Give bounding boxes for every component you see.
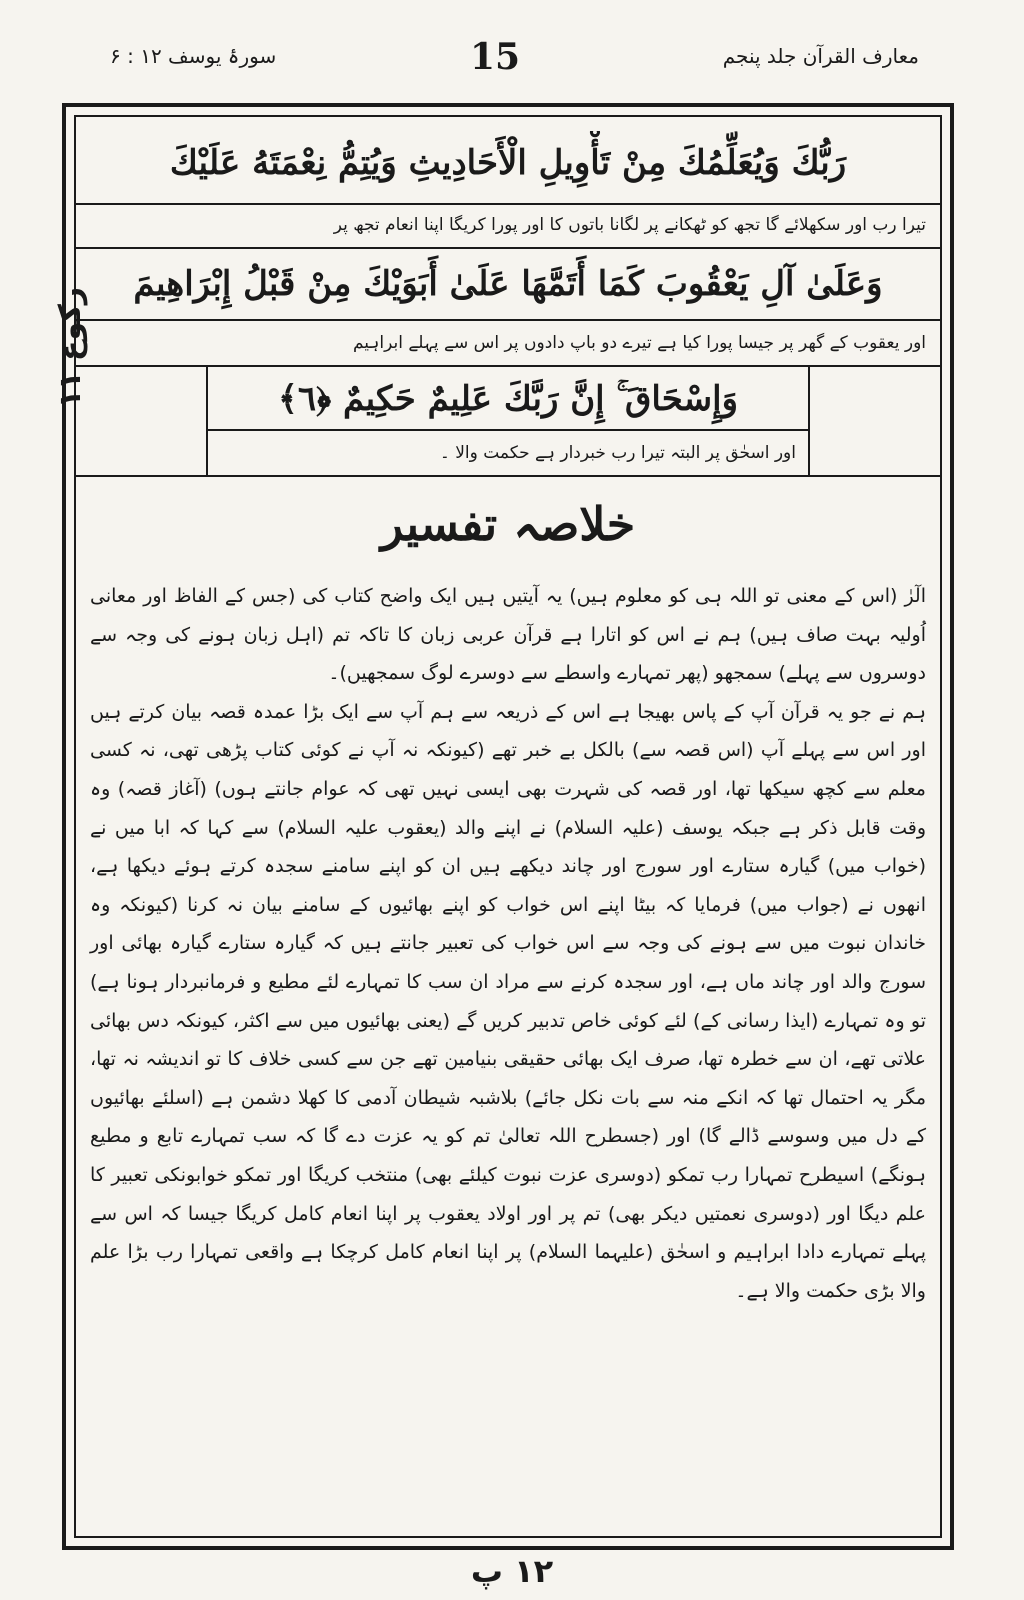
surah-reference: سورۂ یوسف ۱۲ : ۶ [110, 44, 277, 68]
page-frame [62, 103, 954, 1550]
divider [76, 475, 940, 477]
arabic-verse-line-2: وَعَلَىٰ آلِ يَعْقُوبَ كَمَا أَتَمَّهَا عَلَىٰ أَبَوَيْكَ مِنْ قَبْلُ إِبْرَاهِيمَ [133, 264, 883, 304]
footer-mark: ۱۲ پ [470, 1552, 554, 1590]
book-title: معارف القرآن جلد پنجم [722, 44, 919, 68]
arabic-verse-line-3: وَإِسْحَاقَ ۚ إِنَّ رَبَّكَ عَلِيمٌ حَكِيمٌ ﴿٦﴾ [277, 379, 739, 419]
page-number: 15 [470, 36, 521, 78]
section-heading: خلاصہ تفسیر [380, 497, 636, 551]
commentary-body [90, 577, 926, 1310]
commentary-paragraph: ہم نے جو یہ قرآن آپ کے پاس بھیجا ہے اس کے ذریعہ سے ہم آپ سے ایک بڑا عمدہ قصہ بیان کرتے ہیں اور اس سے پہلے آپ (اس قصہ سے) بالکل بے خبر تھے (کیونکہ نہ آپ نے کوئی کتاب پڑھی تھی، نہ کسی معلم سے کچھ سیکھا تھا، اور قصہ کی شہرت بھی ایسی نہیں تھی کہ عوام جانتے ہوں) (آغاز قصہ) وہ وقت قابل ذکر ہے جبکہ یوسف (علیہ السلام) نے اپنے والد (یعقوب علیہ السلام) سے کہا کہ ابا میں نے (خواب میں) گیارہ ستارے اور سورج اور چاند دیکھے ہیں ان کو اپنے سامنے سجدہ کرتے ہوئے دیکھا ہے، انھوں نے (جواب میں) فرمایا کہ بیٹا اپنے اس خواب کو اپنے بھائیوں کے سامنے بیان نہ کرنا (کیونکہ وہ خاندان نبوت میں سے ہونے کی وجہ سے اس خواب کی تعبیر جانتے ہیں کہ گیارہ ستارے گیارہ بھائی اور سورج والد اور چاند ماں ہے، اور سجدہ کرنے سے مراد ان سب کا تمہارے لئے مطیع و فرمانبردار ہونا ہے) تو وہ تمہارے (ایذا رسانی کے) لئے کوئی خاص تدبیر کریں گے (یعنی بھائیوں میں سے اکثر، کیونکہ دس بھائی علاتی تھے، ان سے خطرہ تھا، صرف ایک بھائی حقیقی بنیامین تھے جن سے کسی خلاف کا تو اندیشہ نہ تھا، مگر یہ احتمال تھا کہ انکے منہ سے بات نکل جائے) بلاشبہ شیطان آدمی کا کھلا دشمن ہے (اسلئے بھائیوں کے دل میں وسوسے ڈالے گا) اور (جسطرح اللہ تعالیٰ تم کو یہ عزت دے گا کہ سب تمہارے تابع و مطیع ہونگے) اسیطرح تمہارا رب تمکو (دوسری عزت نبوت کیلئے بھی) منتخب کریگا اور تمکو خوابونکی تعبیر کا علم دیگا اور (دوسری نعمتیں دیکر بھی) تم پر اور اولاد یعقوب پر اپنا انعام کامل کریگا جیسا کہ اس سے پہلے تمہارے دادا ابراہیم و اسحٰق (علیہما السلام) پر اپنا انعام کامل کرچکا ہے واقعی تمہارا رب بڑا علم والا بڑی حکمت والا ہے۔ [90, 700, 926, 1302]
commentary-paragraph: الٓرٰ (اس کے معنی تو اللہ ہی کو معلوم ہیں) یہ آیتیں ہیں ایک واضح کتاب کی (جس کے الفاظ اور معانی اُولیہ بہت صاف ہیں) ہم نے اس کو اتارا ہے قرآن عربی زبان کا تاکہ تم (اہل زبان ہونے کی وجہ سے دوسروں سے پہلے) سمجھو (پھر تمہارے واسطے سے دوسرے لوگ سمجھیں)۔ [90, 585, 926, 685]
translation-line-3: اور اسحٰق پر البتہ تیرا رب خبردار ہے حکمت والا ۔ [439, 443, 796, 463]
ruku-mark: رکوع ۱۱ [53, 286, 89, 409]
page-inner-frame [74, 115, 942, 1538]
translation-line-2: اور یعقوب کے گھر پر جیسا پورا کیا ہے تیرے دو باپ دادوں پر اس سے پہلے ابراہیم [352, 333, 926, 353]
translation-line-1: تیرا رب اور سکھلائے گا تجھ کو ٹھکانے پر لگانا باتوں کا اور پورا کریگا اپنا انعام تجھ پر [333, 215, 926, 235]
arabic-verse-line-1: رَبُّكَ وَيُعَلِّمُكَ مِنْ تَأْوِيلِ الْأَحَادِيثِ وَيُتِمُّ نِعْمَتَهُ عَلَيْكَ [169, 143, 847, 183]
